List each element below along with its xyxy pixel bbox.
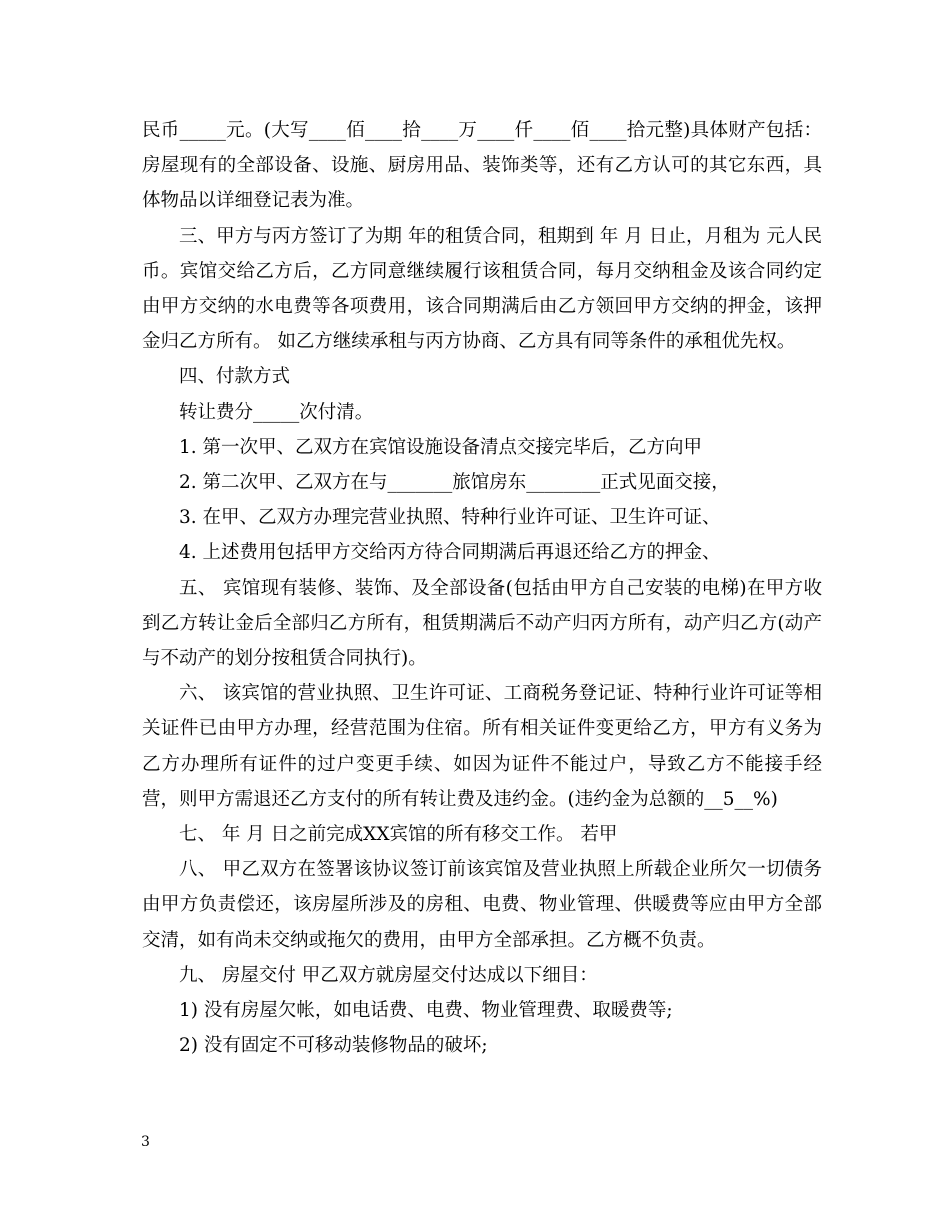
paragraph-clause-5-equipment: 五、 宾馆现有装修、装饰、及全部设备(包括由甲方自己安装的电梯)在甲方收到乙方转让金后全部归乙方所有，租赁期满后不动产归丙方所有，动产归乙方(动产与不动产的划分按租赁合同执行)。 — [142, 577, 822, 670]
paragraph-clause-4-heading: 四、付款方式 — [179, 366, 291, 388]
paragraph-property-list: 民币_____元。(大写____佰____拾____万____仟____佰____拾元整)具体财产包括：房屋现有的全部设备、设施、厨房用品、装饰类等，还有乙方认可的其它东西，具体物品以详细登记表为准。 — [142, 120, 822, 212]
paragraph-clause-3-lease: 三、甲方与丙方签订了为期 年的租赁合同，租期到 年 月 日止，月租为 元人民币。宾馆交给乙方后，乙方同意继续履行该租赁合同，每月交纳租金及该合同约定由甲方交纳的水电费等各项费用，该合同期满后由乙方领回甲方交纳的押金，该押金归乙方所有。 如乙方继续承租与丙方协商、乙方具有同等条件的承租优先权。 — [142, 225, 822, 353]
paragraph-payment-installments: 转让费分_____次付清。 — [179, 401, 374, 423]
page-number: 3 — [141, 1134, 150, 1150]
paragraph-payment-item-4: 4. 上述费用包括甲方交给丙方待合同期满后再退还给乙方的押金、 — [179, 542, 721, 564]
document-body — [142, 113, 822, 1063]
paragraph-clause-9-delivery: 九、 房屋交付 甲乙双方就房屋交付达成以下细目： — [179, 964, 598, 986]
paragraph-delivery-item-1: 1) 没有房屋欠帐，如电话费、电费、物业管理费、取暖费等; — [179, 1000, 673, 1022]
paragraph-payment-item-2: 2. 第二次甲、乙双方在与_______旅馆房东________正式见面交接， — [179, 472, 730, 494]
paragraph-payment-item-1: 1. 第一次甲、乙双方在宾馆设施设备清点交接完毕后，乙方向甲 — [179, 436, 703, 458]
paragraph-payment-item-3: 3. 在甲、乙双方办理完营业执照、特种行业许可证、卫生许可证、 — [179, 507, 721, 529]
paragraph-delivery-item-2: 2) 没有固定不可移动装修物品的破坏; — [179, 1035, 488, 1057]
paragraph-clause-6-licenses: 六、 该宾馆的营业执照、卫生许可证、工商税务登记证、特种行业许可证等相关证件已由甲方办理，经营范围为住宿。所有相关证件变更给乙方，甲方有义务为乙方办理所有证件的过户变更手续、如因为证件不能过户，导致乙方不能接手经营，则甲方需退还乙方支付的所有转让费及违约金。(违约金为总额的__5__%) — [142, 683, 822, 810]
paragraph-clause-7-handover-date: 七、 年 月 日之前完成XX宾馆的所有移交工作。 若甲 — [179, 824, 618, 846]
paragraph-clause-8-debts: 八、 甲乙双方在签署该协议签订前该宾馆及营业执照上所载企业所欠一切债务由甲方负责偿还，该房屋所涉及的房租、电费、物业管理、供暖费等应由甲方全部交清，如有尚未交纳或拖欠的费用，由甲方全部承担。乙方概不负责。 — [142, 859, 822, 951]
